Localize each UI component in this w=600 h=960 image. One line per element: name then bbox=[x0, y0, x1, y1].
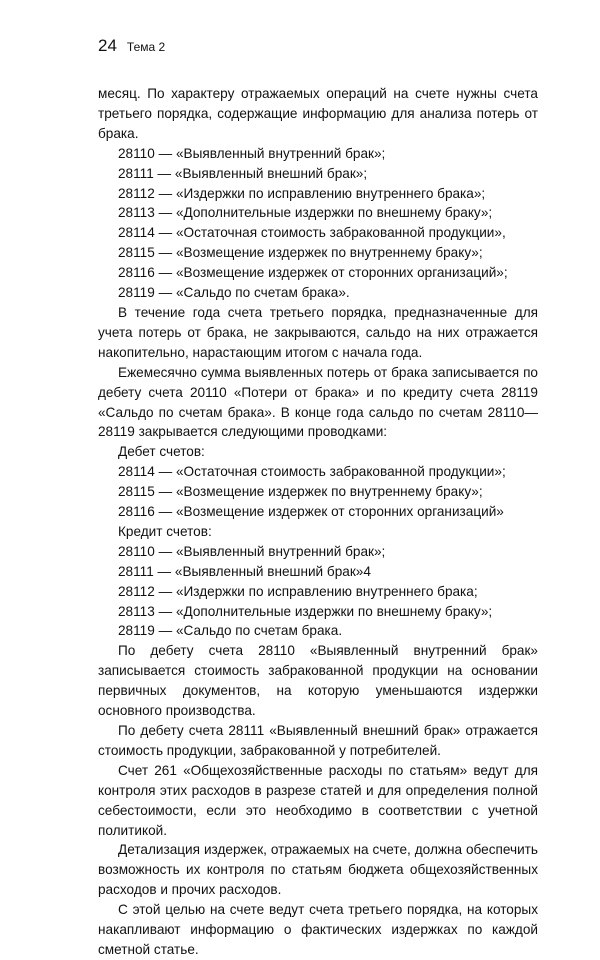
list-item: 28112 — «Издержки по исправлению внутреннего брака»; bbox=[118, 185, 486, 201]
list-item: 28115 — «Возмещение издержек по внутреннему браку»; bbox=[118, 245, 483, 261]
list-item: 28111 — «Выявленный внешний брак»; bbox=[118, 165, 368, 181]
list-item: 28115 — «Возмещение издержек по внутреннему браку»; bbox=[118, 484, 483, 500]
list-item: 28113 — «Дополнительные издержки по внешнему браку»; bbox=[118, 603, 493, 619]
paragraph: В течение года счета третьего порядка, предназначенные для учета потерь от брака, не закрываются, сальдо на них отражается накопительно, нарастающим итогом с начала года. bbox=[98, 304, 538, 360]
list-item: 28114 — «Остаточная стоимость забракованной продукции»; bbox=[118, 464, 506, 480]
list-item: 28116 — «Возмещение издержек от сторонних организаций» bbox=[118, 504, 504, 520]
list-item: 28110 — «Выявленный внутренний брак»; bbox=[118, 543, 386, 559]
debit-heading: Дебет счетов: bbox=[118, 444, 205, 460]
credit-list bbox=[98, 542, 538, 642]
paragraph: С этой целью на счете ведут счета третьего порядка, на которых накапливают информацию о фактических издержках по каждой сметной статье. bbox=[98, 902, 538, 957]
list-item: 28119 — «Сальдо по счетам брака». bbox=[118, 285, 350, 301]
paragraph: По дебету счета 28111 «Выявленный внешний брак» отражается стоимость продукции, забракованной у потребителей. bbox=[98, 723, 538, 758]
paragraph: Ежемесячно сумма выявленных потерь от брака записывается по дебету счета 20110 «Потери от брака» и по кредиту счета 28119 «Сальдо по счетам брака». В конце года сальдо по счетам 28110—28119 закрывается следующими проводками: bbox=[98, 364, 538, 440]
list-item: 28113 — «Дополнительные издержки по внешнему браку»; bbox=[118, 205, 493, 221]
paragraph: Счет 261 «Общехозяйственные расходы по статьям» ведут для контроля этих расходов в разрезе статей и для определения полной себестоимости, если это необходимо в соответствии с учетной политикой. bbox=[98, 762, 538, 838]
page-number: 24 bbox=[98, 36, 117, 55]
list-item: 28111 — «Выявленный внешний брак»4 bbox=[118, 563, 371, 579]
paragraph: По дебету счета 28110 «Выявленный внутренний брак» записывается стоимость забракованной продукции на основании первичных документов, на которую уменьшаются издержки основного производства. bbox=[98, 643, 538, 719]
paragraph: месяц. По характеру отражаемых операций на счете нужны счета третьего порядка, содержащие информацию для анализа потерь от брака. bbox=[98, 86, 538, 141]
list-item: 28116 — «Возмещение издержек от сторонних организаций»; bbox=[118, 265, 508, 281]
list-item: 28112 — «Издержки по исправлению внутреннего брака; bbox=[118, 583, 478, 599]
paragraph: Детализация издержек, отражаемых на счете, должна обеспечить возможность их контроля по статьям бюджета общехозяйственных расходов и прочих расходов. bbox=[98, 842, 538, 898]
accounts-list bbox=[98, 144, 538, 303]
list-item: 28114 — «Остаточная стоимость забракованной продукции», bbox=[118, 225, 506, 241]
list-item: 28119 — «Сальдо по счетам брака. bbox=[118, 623, 343, 639]
debit-list bbox=[98, 462, 538, 522]
list-item: 28110 — «Выявленный внутренний брак»; bbox=[118, 145, 386, 161]
topic-title: Тема 2 bbox=[126, 40, 166, 54]
credit-heading: Кредит счетов: bbox=[118, 523, 212, 539]
page-body bbox=[98, 84, 538, 960]
page-header bbox=[98, 36, 165, 56]
